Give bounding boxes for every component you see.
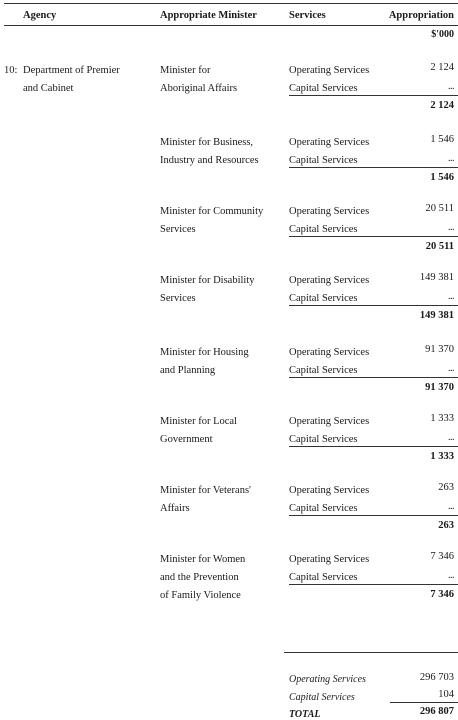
- minister-name-line: Minister for Veterans': [160, 485, 251, 496]
- agency-number: 10:: [4, 65, 18, 76]
- operating-value: 7 346: [430, 551, 454, 562]
- summary-rule-bottom: [390, 702, 458, 703]
- minister-name-line: Minister for Disability: [160, 275, 255, 286]
- operating-value: 149 381: [419, 272, 454, 283]
- subtotal-rule: [289, 515, 458, 516]
- minister-group: [0, 413, 458, 473]
- summary-total-value: 296 807: [419, 706, 454, 717]
- minister-name: [160, 62, 237, 98]
- minister-name: [160, 482, 251, 518]
- operating-value: 263: [438, 482, 454, 493]
- capital-value: ...: [448, 570, 454, 581]
- capital-services-label: Capital Services: [289, 83, 358, 94]
- header-minister: Appropriate Minister: [160, 10, 257, 21]
- unit-label: $'000: [431, 29, 454, 40]
- capital-services-label: Capital Services: [289, 434, 358, 445]
- subtotal-value: 1 546: [430, 172, 454, 183]
- minister-name-line: Services: [160, 293, 196, 304]
- minister-name-line: Affairs: [160, 503, 190, 514]
- capital-services-label: Capital Services: [289, 224, 358, 235]
- summary-total-label: TOTAL: [289, 709, 321, 720]
- operating-value: 1 546: [430, 134, 454, 145]
- subtotal-value: 263: [438, 520, 454, 531]
- minister-group: [0, 272, 458, 332]
- capital-value: ...: [448, 291, 454, 302]
- operating-services-label: Operating Services: [289, 137, 370, 148]
- summary-operating-value: 296 703: [419, 672, 454, 683]
- capital-value: ...: [448, 363, 454, 374]
- minister-name-line: Services: [160, 224, 196, 235]
- subtotal-value: 2 124: [430, 100, 454, 111]
- subtotal-value: 7 346: [430, 589, 454, 600]
- subtotal-value: 1 333: [430, 451, 454, 462]
- operating-services-label: Operating Services: [289, 65, 370, 76]
- subtotal-rule: [289, 95, 458, 96]
- summary-operating-label: Operating Services: [289, 674, 366, 685]
- capital-services-label: Capital Services: [289, 293, 358, 304]
- minister-name-line: and the Prevention: [160, 572, 239, 583]
- header-appropriation: Appropriation: [388, 10, 454, 21]
- minister-name-line: Minister for Community: [160, 206, 264, 217]
- summary-rule-top: [284, 652, 458, 653]
- capital-value: ...: [448, 501, 454, 512]
- operating-services-label: Operating Services: [289, 554, 370, 565]
- minister-name-line: Aboriginal Affairs: [160, 83, 238, 94]
- capital-services-label: Capital Services: [289, 365, 358, 376]
- header-services: Services: [289, 10, 326, 21]
- minister-group: [0, 344, 458, 404]
- header-rule: [4, 25, 458, 26]
- capital-value: ...: [448, 153, 454, 164]
- agency-name-line1: Department of Premier: [23, 65, 120, 76]
- subtotal-rule: [289, 584, 458, 585]
- operating-services-label: Operating Services: [289, 206, 370, 217]
- agency-name-line2: and Cabinet: [23, 83, 74, 94]
- minister-group: [0, 203, 458, 263]
- minister-name-line: Industry and Resources: [160, 155, 259, 166]
- capital-services-label: Capital Services: [289, 155, 358, 166]
- minister-name-line: Minister for Housing: [160, 347, 249, 358]
- minister-name: [160, 344, 249, 380]
- subtotal-value: 91 370: [425, 382, 454, 393]
- summary-capital-value: 104: [438, 689, 454, 700]
- operating-value: 1 333: [430, 413, 454, 424]
- minister-group: [0, 62, 458, 122]
- operating-services-label: Operating Services: [289, 485, 370, 496]
- minister-name: [160, 413, 237, 449]
- operating-value: 91 370: [425, 344, 454, 355]
- capital-services-label: Capital Services: [289, 572, 358, 583]
- minister-group: [0, 482, 458, 542]
- capital-value: ...: [448, 81, 454, 92]
- minister-name: [160, 203, 263, 239]
- minister-group: [0, 551, 458, 611]
- subtotal-rule: [289, 446, 458, 447]
- minister-name-line: Minister for: [160, 65, 211, 76]
- operating-services-label: Operating Services: [289, 275, 370, 286]
- operating-value: 2 124: [430, 62, 454, 73]
- capital-services-label: Capital Services: [289, 503, 358, 514]
- summary-capital-label: Capital Services: [289, 692, 355, 703]
- minister-name-line: Minister for Business,: [160, 137, 254, 148]
- capital-value: ...: [448, 222, 454, 233]
- minister-name: [160, 272, 255, 308]
- subtotal-rule: [289, 236, 458, 237]
- minister-name: [160, 134, 259, 170]
- minister-name-line: Minister for Local: [160, 416, 237, 427]
- operating-value: 20 511: [425, 203, 454, 214]
- subtotal-rule: [289, 167, 458, 168]
- operating-services-label: Operating Services: [289, 347, 370, 358]
- minister-group: [0, 134, 458, 194]
- minister-name-line: Minister for Women: [160, 554, 246, 565]
- minister-name-line: and Planning: [160, 365, 216, 376]
- capital-value: ...: [448, 432, 454, 443]
- subtotal-value: 149 381: [419, 310, 454, 321]
- operating-services-label: Operating Services: [289, 416, 370, 427]
- subtotal-rule: [289, 377, 458, 378]
- header-agency: Agency: [23, 10, 57, 21]
- minister-name: [160, 551, 245, 605]
- minister-name-line: Government: [160, 434, 213, 445]
- subtotal-rule: [289, 305, 458, 306]
- top-rule: [4, 3, 458, 4]
- subtotal-value: 20 511: [425, 241, 454, 252]
- minister-name-line: of Family Violence: [160, 590, 241, 601]
